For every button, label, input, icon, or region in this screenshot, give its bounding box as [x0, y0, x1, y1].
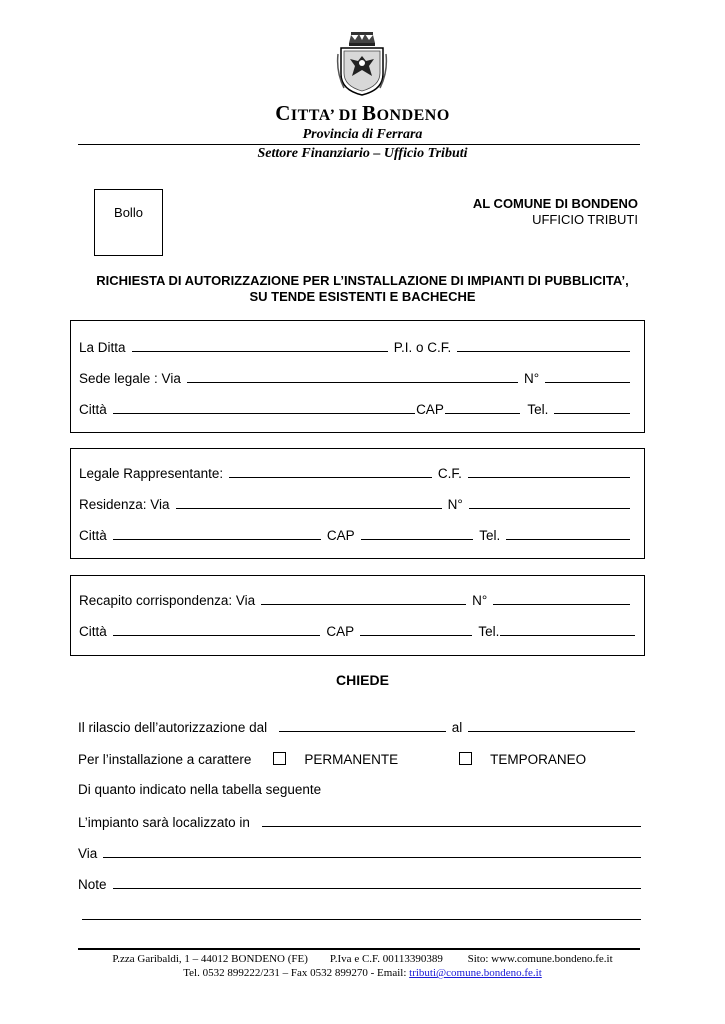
- residenza-field[interactable]: [176, 496, 442, 509]
- tel-field[interactable]: [554, 401, 630, 414]
- temporaneo-label: TEMPORANEO: [490, 752, 587, 767]
- recapito-row: [79, 592, 636, 610]
- recipient-block: [473, 196, 638, 228]
- legal-city-row: [79, 527, 636, 545]
- note-label: Note: [78, 877, 107, 892]
- bollo-box: [94, 189, 163, 256]
- footer-line1: [0, 953, 725, 965]
- permanente-checkbox[interactable]: [273, 752, 286, 765]
- via-row: [78, 845, 641, 863]
- tabella-label: Di quanto indicato nella tabella seguente: [78, 782, 322, 797]
- footer-email-link[interactable]: tributi@comune.bondeno.fe.it: [409, 967, 542, 979]
- legal-citta-field[interactable]: [113, 527, 321, 540]
- recapito-city-row: [79, 623, 636, 641]
- sede-num-field[interactable]: [545, 370, 630, 383]
- recapito-tel-label: Tel.: [478, 624, 500, 639]
- legal-cap-label: CAP: [326, 528, 355, 543]
- footer-divider: [78, 948, 640, 950]
- ditta-label: La Ditta: [79, 340, 126, 355]
- rappr-field[interactable]: [229, 465, 432, 478]
- request-title: [0, 273, 725, 305]
- via-label: Via: [78, 846, 98, 861]
- cap-label: CAP: [416, 402, 444, 417]
- date-to-field[interactable]: [468, 719, 635, 732]
- recapito-cap-field[interactable]: [360, 623, 472, 636]
- ditta-field[interactable]: [132, 339, 388, 352]
- bollo-label: Bollo: [114, 205, 143, 220]
- footer-address: P.zza Garibaldi, 1 – 44012 BONDENO (FE): [112, 953, 308, 965]
- rilascio-label: Il rilascio dell’autorizzazione dal: [78, 720, 268, 735]
- recapito-field[interactable]: [261, 592, 466, 605]
- city-title: CITTA’ DI BONDENO: [275, 101, 450, 125]
- citta-label: Città: [79, 402, 107, 417]
- cap-field[interactable]: [445, 401, 521, 414]
- citta-field[interactable]: [113, 401, 415, 414]
- tabella-row: [78, 782, 641, 800]
- request-title-line2: SU TENDE ESISTENTI E BACHECHE: [249, 289, 476, 304]
- carattere-row: [78, 751, 641, 769]
- via-field[interactable]: [103, 845, 641, 858]
- legal-tel-field[interactable]: [506, 527, 630, 540]
- legal-rep-box: [70, 448, 645, 559]
- carattere-label: Per l’installazione a carattere: [78, 752, 252, 767]
- note-extra-row: [82, 907, 641, 925]
- tel-label: Tel.: [527, 402, 549, 417]
- recapito-tel-field[interactable]: [500, 623, 635, 636]
- permanente-label: PERMANENTE: [304, 752, 399, 767]
- cf-label: C.F.: [437, 466, 462, 481]
- piva-label: P.I. o C.F.: [393, 340, 452, 355]
- sede-row: [79, 370, 636, 388]
- recapito-citta-field[interactable]: [113, 623, 321, 636]
- sede-num-label: N°: [523, 371, 540, 386]
- footer-contacts: Tel. 0532 899222/231 – Fax 0532 899270 - Email:: [183, 967, 410, 979]
- residenza-num-label: N°: [447, 497, 463, 512]
- localizzato-field[interactable]: [262, 814, 641, 827]
- recipient-line2: UFFICIO TRIBUTI: [532, 212, 638, 227]
- municipal-crest-icon: [336, 32, 388, 96]
- sede-label: Sede legale : Via: [79, 371, 181, 386]
- note-field[interactable]: [113, 876, 641, 889]
- sede-field[interactable]: [187, 370, 518, 383]
- company-box: [70, 320, 645, 433]
- residenza-row: [79, 496, 636, 514]
- recapito-cap-label: CAP: [326, 624, 355, 639]
- rappr-row: [79, 465, 636, 483]
- province-label: Provincia di Ferrara: [302, 127, 423, 142]
- legal-citta-label: Città: [79, 528, 107, 543]
- footer-piva: P.Iva e C.F. 00113390389: [329, 953, 443, 965]
- company-city-row: [79, 401, 636, 419]
- note-row: [78, 876, 641, 894]
- correspondence-box: [70, 575, 645, 656]
- request-title-line1: RICHIESTA DI AUTORIZZAZIONE PER L’INSTALLAZIONE DI IMPIANTI DI PUBBLICITA’,: [96, 273, 629, 288]
- recipient-line1: AL COMUNE DI BONDENO: [472, 196, 638, 211]
- note-extra-field[interactable]: [82, 907, 641, 920]
- localizzato-row: [78, 814, 641, 832]
- al-label: al: [451, 720, 463, 735]
- footer-site: Sito: www.comune.bondeno.fe.it: [467, 953, 613, 965]
- date-from-field[interactable]: [279, 719, 446, 732]
- localizzato-label: L’impianto sarà localizzato in: [78, 815, 250, 830]
- chiede-heading: CHIEDE: [336, 672, 389, 688]
- footer-line2: [0, 967, 725, 979]
- recapito-num-label: N°: [472, 593, 488, 608]
- company-row: [79, 339, 636, 357]
- temporaneo-checkbox[interactable]: [459, 752, 472, 765]
- header-divider: [78, 144, 640, 145]
- cf-field[interactable]: [468, 465, 630, 478]
- residenza-num-field[interactable]: [469, 496, 630, 509]
- piva-field[interactable]: [457, 339, 630, 352]
- recapito-label: Recapito corrispondenza: Via: [79, 593, 256, 608]
- rappr-label: Legale Rappresentante:: [79, 466, 224, 481]
- department-label: Settore Finanziario – Ufficio Tributi: [257, 146, 468, 161]
- recapito-citta-label: Città: [79, 624, 107, 639]
- recapito-num-field[interactable]: [493, 592, 630, 605]
- residenza-label: Residenza: Via: [79, 497, 170, 512]
- legal-tel-label: Tel.: [479, 528, 501, 543]
- rilascio-row: [78, 719, 641, 737]
- legal-cap-field[interactable]: [361, 527, 474, 540]
